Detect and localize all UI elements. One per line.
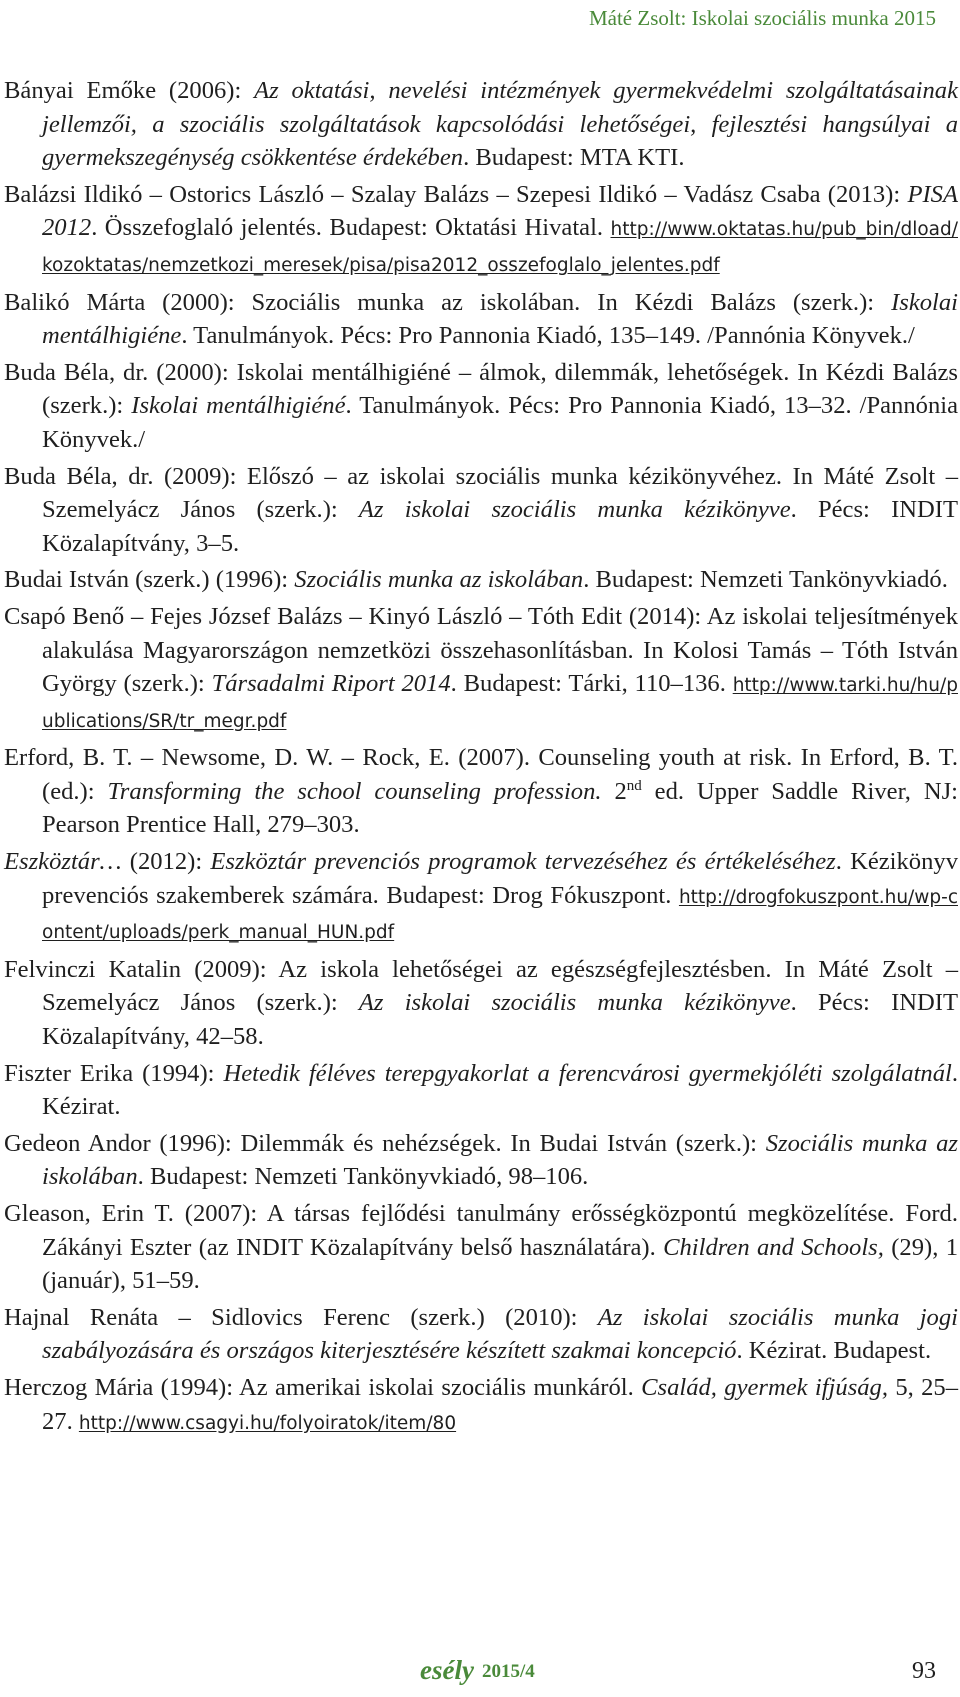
reference-entry — [4, 460, 958, 561]
italic-title: Család, gyermek ifjúság, — [641, 1373, 889, 1401]
reference-entry — [4, 563, 958, 597]
reference-entry — [4, 1197, 958, 1298]
reference-text: Buda Béla, dr. (2000): Iskolai mentálhigiéné – álmok, dilemmák, lehetőségek. In Kézdi Balázs (szerk.): — [4, 358, 958, 420]
reference-entry — [4, 1371, 958, 1440]
italic-title: Társadalmi Riport 2014 — [211, 670, 451, 698]
superscript: nd — [626, 777, 642, 794]
reference-link[interactable]: http://www.csagyi.hu/folyoiratok/item/80 — [78, 1412, 457, 1434]
italic-title: Hetedik féléves terepgyakorlat a ferencvárosi gyermekjóléti szolgálatnál — [223, 1059, 952, 1087]
reference-entry — [4, 741, 958, 842]
reference-text: Balikó Márta (2000): Szociális munka az iskolában. In Kézdi Balázs (szerk.): — [4, 288, 892, 316]
journal-brand: esély — [420, 1655, 474, 1685]
reference-text: ed. Upper Saddle River, NJ: Pearson Prentice Hall, 279–303. — [42, 777, 958, 839]
reference-text: . Összefoglaló jelentés. Budapest: Oktatási Hivatal. — [91, 214, 611, 242]
page-number: 93 — [912, 1658, 936, 1684]
reference-text: Herczog Mária (1994): Az amerikai iskolai szociális munkáról. — [4, 1373, 642, 1401]
italic-title: Az iskolai szociális munka kézikönyve — [358, 989, 791, 1017]
reference-text: . Budapest: Nemzeti Tankönyvkiadó, 98–106. — [137, 1163, 589, 1191]
reference-text: . Budapest: Nemzeti Tankönyvkiadó. — [583, 566, 948, 594]
reference-text: Hajnal Renáta – Sidlovics Ferenc (szerk.) (2010): — [4, 1303, 598, 1331]
reference-text: Buda Béla, dr. (2009): Előszó – az iskolai szociális munka kézikönyvéhez. In Máté Zsolt – Szemelyácz János (szerk.): — [4, 462, 958, 524]
reference-text: Csapó Benő – Fejes József Balázs – Kinyó László – Tóth Edit (2014): Az iskolai teljesítmények alakulása Magyarországon nemzetközi összehasonlításban. In Kolosi Tamás – Tóth István György (szerk.): — [4, 602, 958, 698]
reference-text: . Pécs: INDIT Közalapítvány, 3–5. — [42, 496, 958, 557]
italic-title: Children and Schools, — [663, 1233, 884, 1261]
reference-text: Gleason, Erin T. (2007): A társas fejlődési tanulmány erősségközpontú megközelítése. Ford. Zákányi Eszter (az INDIT Közalapítvány belső használatára). — [4, 1200, 958, 1261]
italic-title: Szociális munka az iskolában — [42, 1129, 958, 1191]
reference-link[interactable]: http://drogfokuszpont.hu/wp-content/uploads/perk_manual_HUN.pdf — [42, 886, 958, 944]
reference-entry — [4, 356, 958, 457]
reference-link[interactable]: http://www.tarki.hu/hu/publications/SR/tr_megr.pdf — [42, 675, 958, 732]
reference-entry — [4, 845, 958, 950]
reference-text: Erford, B. T. – Newsome, D. W. – Rock, E. (2007). Counseling youth at risk. In Erford, B. T. (ed.): — [4, 744, 958, 805]
reference-entry — [4, 286, 958, 353]
reference-text: Fiszter Erika (1994): — [4, 1059, 224, 1087]
reference-text: Bányai Emőke (2006): — [4, 77, 255, 104]
reference-text: . Budapest: Tárki, 110–136. — [450, 670, 733, 698]
running-head: Máté Zsolt: Iskolai szociális munka 2015 — [588, 6, 936, 30]
italic-title: Iskolai mentálhigiéné — [131, 392, 346, 420]
reference-entry — [4, 74, 958, 175]
reference-link[interactable]: http://www.oktatas.hu/pub_bin/dload/kozoktatas/nemzetkozi_meresek/pisa/pisa2012_osszefoglalo_jelentes.pdf — [42, 219, 958, 276]
reference-text: Gedeon Andor (1996): Dilemmák és nehézségek. In Budai István (szerk.): — [4, 1129, 766, 1157]
italic-title: Eszköztár… — [4, 848, 122, 876]
reference-entry — [4, 1301, 958, 1368]
reference-text: . Kézirat. Budapest. — [736, 1337, 932, 1365]
reference-list — [4, 74, 958, 1443]
italic-title: Eszköztár prevenciós programok tervezéséhez és értékeléséhez — [210, 848, 836, 876]
reference-text: . Tanulmányok. Pécs: Pro Pannonia Kiadó, 13–32. /Pannónia Könyvek./ — [42, 392, 958, 453]
reference-text: (2012): — [121, 848, 211, 876]
italic-title: PISA 2012 — [42, 180, 958, 242]
italic-title: Transforming the school counseling profession. — [107, 777, 602, 805]
italic-title: Az oktatási, nevelési intézmények gyermekvédelmi szolgáltatásainak jellemzői, a szociális szolgáltatások kapcsolódási lehetőségei, fejlesztési hangsúlyai a gyermekszegénység csökkentése érdekében — [42, 77, 958, 172]
reference-text: 5, 25–27. — [42, 1373, 959, 1435]
reference-text: Balázsi Ildikó – Ostorics László – Szalay Balázs – Szepesi Ildikó – Vadász Csaba (2013): — [4, 180, 908, 208]
italic-title: Az iskolai szociális munka kézikönyve — [358, 496, 791, 524]
reference-text: Felvinczi Katalin (2009): Az iskola lehetőségei az egészségfejlesztésben. In Máté Zsolt – Szemelyácz János (szerk.): — [4, 955, 958, 1017]
reference-entry — [4, 1127, 958, 1194]
italic-title: Szociális munka az iskolában — [294, 566, 584, 594]
reference-entry — [4, 600, 958, 738]
reference-text: . Kézirat. — [42, 1059, 958, 1121]
reference-text: 2 — [601, 777, 627, 805]
reference-text: . Pécs: INDIT Közalapítvány, 42–58. — [42, 989, 958, 1051]
reference-text: Budai István (szerk.) (1996): — [4, 566, 295, 594]
italic-title: Iskolai mentálhigiéne — [42, 288, 958, 350]
journal-issue: 2015/4 — [482, 1661, 535, 1682]
reference-entry — [4, 1057, 958, 1124]
reference-text: . Tanulmányok. Pécs: Pro Pannonia Kiadó, 135–149. /Pannónia Könyvek./ — [181, 322, 915, 350]
italic-title: Az iskolai szociális munka jogi szabályozására és országos kiterjesztésére készített szakmai koncepció — [42, 1303, 958, 1365]
reference-text: . Kézikönyv prevenciós szakemberek számára. Budapest: Drog Fókuszpont. — [42, 848, 958, 909]
reference-entry — [4, 178, 958, 283]
page-footer — [0, 1655, 960, 1695]
reference-text: (29), 1 (január), 51–59. — [42, 1233, 958, 1295]
reference-entry — [4, 953, 958, 1054]
reference-text: . Budapest: MTA KTI. — [463, 144, 685, 172]
